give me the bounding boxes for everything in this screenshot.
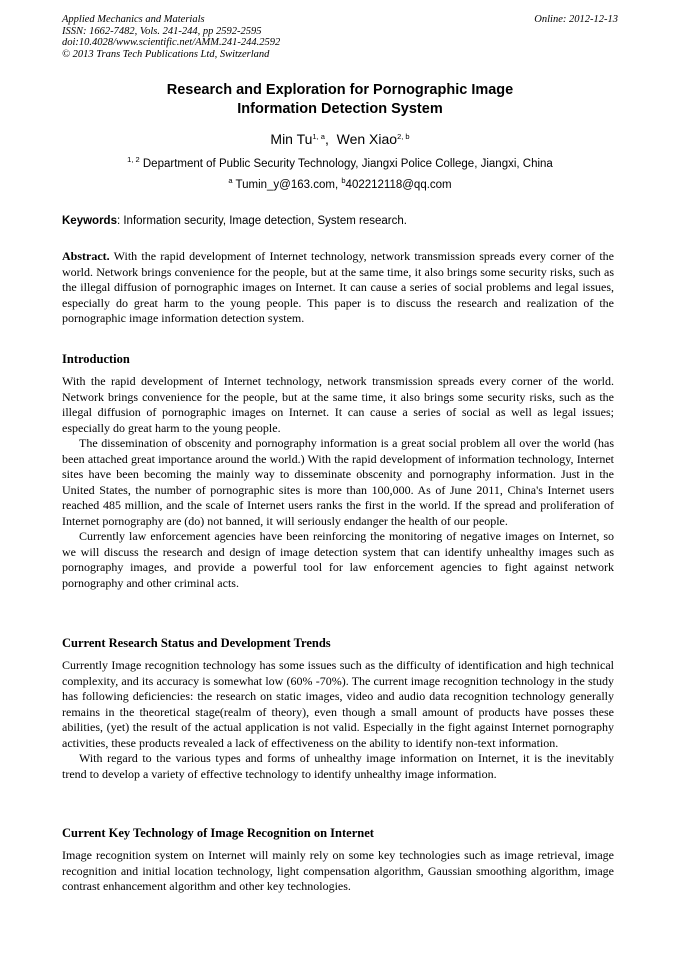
author-emails (62, 178, 618, 193)
title-line-1: Research and Exploration for Pornographic Image (166, 82, 514, 98)
paragraph: With regard to the various types and forms of unhealthy image information on Internet, it is the inevitably trend to develop a variety of effective technology to identify unhealthy image information. (62, 751, 614, 781)
author-sup: 2, b (397, 132, 410, 141)
abstract-text: With the rapid development of Internet technology, network transmission spreads every corner of the world. Network brings convenience for the people, but at the same time, it also brings some security risks, such as the illegal diffusion of pornographic images on Internet. It can cause a series of social problems and legal issues, especially do great harm to the young people. This paper is to discuss the research and realization of the pornographic image information detection system. (62, 249, 614, 325)
section-body (62, 658, 614, 782)
keywords (62, 214, 618, 229)
paragraph: Currently Image recognition technology has some issues such as the difficulty of identification and high technical complexity, and its accuracy is somewhat low (60% -70%). The current image recognition technology in the study has following deficiencies: the research on static images, video and audio data recognition technology generally remains in the theoretical stage(realm of theory), even though a small amount of products have posses these abilities, (yet) the result of the actual application is not valid. Especially in the fight against Internet pornography activities, these products revealed a lack of effectiveness on the ability to identify non-text information. (62, 658, 614, 750)
affiliation (62, 157, 618, 172)
section-body (62, 374, 614, 591)
keywords-text: : Information security, Image detection, System research. (116, 215, 407, 227)
section-heading: Introduction (62, 352, 130, 366)
email-sup: b (341, 176, 346, 185)
affiliation-sup: 1, 2 (127, 155, 140, 164)
abstract-label: Abstract. (62, 249, 110, 263)
journal-doi: doi:10.4028/www.scientific.net/AMM.241-244.2592 (62, 37, 281, 48)
journal-issn: ISSN: 1662-7482, Vols. 241-244, pp 2592-2595 (62, 25, 262, 37)
email-sup: a (228, 176, 233, 185)
author-sup: 1, a (312, 132, 325, 141)
title-line-2: Information Detection System (237, 101, 443, 117)
email-link[interactable]: Tumin_y@163.com, (235, 179, 339, 191)
abstract (62, 249, 614, 327)
paragraph: With the rapid development of Internet technology, network transmission spreads every corner of the world. Network brings convenience for the people, but at the same time, it also brings some security risks, such as the illegal diffusion of pornographic images on Internet. It can cause a series of social as well as legal issues; especially do great harm to the young people. (62, 374, 614, 435)
section-heading: Current Key Technology of Image Recognition on Internet (62, 826, 374, 840)
paragraph: The dissemination of obscenity and pornography information is a great social problem all over the world (has been attached great importance around the world.) With the rapid development of information technology, Internet sites have been becoming the mainly way to disseminate obscenity and pornography information. Just in the United States, the number of pornographic sites is more than 100,000. As of June 2011, China's Internet users reached 485 million, and the scale of Internet users ranks the first in the world. If the spread and proliferation of Internet pornography are (do) not banned, it will seriously endanger the health of our people. (62, 436, 614, 528)
paper-title (62, 81, 618, 119)
author-name: Wen Xiao (336, 131, 398, 147)
journal-name: Applied Mechanics and Materials (62, 14, 205, 25)
section-heading: Current Research Status and Development Trends (62, 636, 331, 650)
section-body (62, 848, 614, 895)
author-list: Min Tu$^{1, a}$, Wen Xiao$^{2, b}$ (270, 131, 410, 147)
paragraph: Image recognition system on Internet will mainly rely on some key technologies such as image retrieval, image recognition and initial location technology, light compensation algorithm, Gaussian smoothing algorithm, image contrast enhancement algorithm and other key technologies. (62, 848, 614, 893)
paragraph: Currently law enforcement agencies have been reinforcing the monitoring of negative images on Internet, so we will discuss the research and design of image detection system that can identify unhealthy images such as pornography images, and provide a powerful tool for law enforcement agencies to fight against network pornography and other criminal acts. (62, 529, 614, 590)
online-date: Online: 2012-12-13 (534, 14, 618, 25)
email-link[interactable]: 402212118@qq.com (345, 179, 452, 191)
keywords-label: Keywords (62, 215, 117, 227)
journal-header (62, 14, 618, 60)
journal-copyright: © 2013 Trans Tech Publications Ltd, Switzerland (62, 48, 270, 60)
affiliation-text: Department of Public Security Technology, Jiangxi Police College, Jiangxi, China (142, 158, 553, 170)
author-name: Min Tu (270, 131, 313, 147)
